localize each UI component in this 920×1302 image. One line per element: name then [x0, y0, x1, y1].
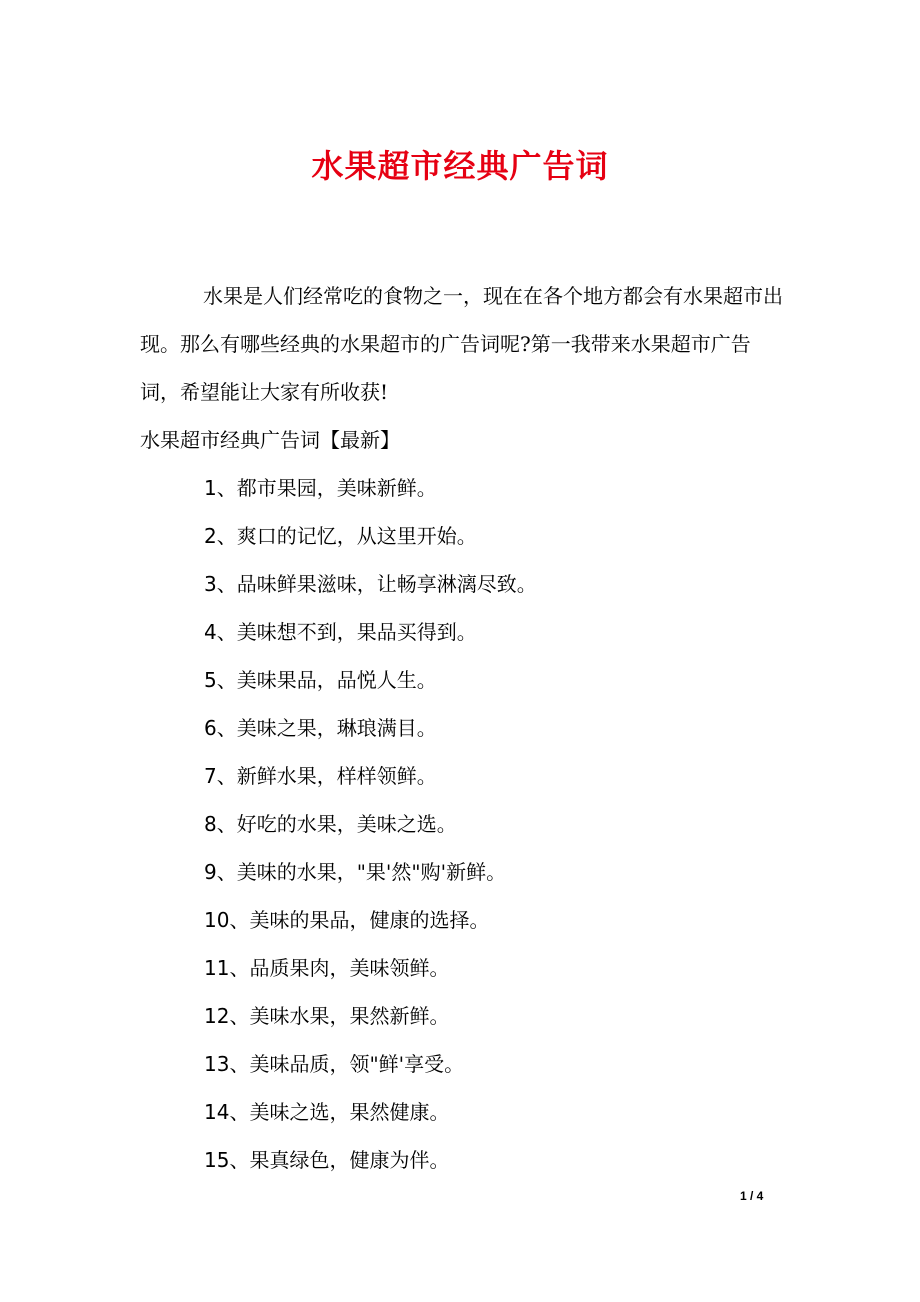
- list-item: [204, 704, 537, 752]
- intro-paragraph: 水果是人们经常吃的食物之一，现在在各个地方都会有水果超市出现。那么有哪些经典的水果超市的广告词呢?第一我带来水果超市广告词，希望能让大家有所收获!: [140, 284, 783, 404]
- list-item: [204, 896, 537, 944]
- item-number: 6: [204, 716, 217, 740]
- item-text: 、果真绿色，健康为伴。: [229, 1148, 450, 1172]
- item-number: 12: [204, 1004, 230, 1028]
- item-number: 3: [204, 572, 217, 596]
- list-item: [204, 992, 537, 1040]
- page-number: 1 / 4: [740, 1189, 764, 1203]
- list-item: [204, 656, 537, 704]
- item-text: 、美味品质，领"鲜'享受。: [229, 1052, 465, 1076]
- list-item: [204, 1040, 537, 1088]
- item-text: 、美味水果，果然新鲜。: [229, 1004, 450, 1028]
- list-item: [204, 1136, 537, 1184]
- item-number: 5: [204, 668, 217, 692]
- item-text: 、美味之果，琳琅满目。: [216, 716, 437, 740]
- item-text: 、好吃的水果，美味之选。: [216, 812, 457, 836]
- slogan-list: [204, 464, 537, 1184]
- item-number: 7: [204, 764, 217, 788]
- item-text: 、品味鲜果滋味，让畅享淋漓尽致。: [216, 572, 537, 596]
- item-number: 15: [204, 1148, 230, 1172]
- list-item: [204, 752, 537, 800]
- item-number: 8: [204, 812, 217, 836]
- item-number: 13: [204, 1052, 230, 1076]
- item-text: 、新鲜水果，样样领鲜。: [216, 764, 437, 788]
- item-text: 、美味的水果，"果'然"购'新鲜。: [216, 860, 507, 884]
- item-text: 、爽口的记忆，从这里开始。: [216, 524, 477, 548]
- list-item: [204, 560, 537, 608]
- list-item: [204, 1088, 537, 1136]
- item-text: 、美味之选，果然健康。: [229, 1100, 450, 1124]
- list-item: [204, 512, 537, 560]
- item-number: 11: [204, 956, 230, 980]
- document-title: 水果超市经典广告词: [311, 147, 609, 185]
- list-item: [204, 464, 537, 512]
- section-subtitle: 水果超市经典广告词【最新】: [140, 428, 400, 452]
- list-item: [204, 944, 537, 992]
- item-number: 4: [204, 620, 217, 644]
- list-item: [204, 848, 537, 896]
- item-text: 、美味果品，品悦人生。: [216, 668, 437, 692]
- item-text: 、都市果园，美味新鲜。: [216, 476, 437, 500]
- list-item: [204, 608, 537, 656]
- item-number: 1: [204, 476, 217, 500]
- item-text: 、美味的果品，健康的选择。: [229, 908, 490, 932]
- item-number: 9: [204, 860, 217, 884]
- item-number: 14: [204, 1100, 230, 1124]
- item-number: 10: [204, 908, 230, 932]
- item-text: 、品质果肉，美味领鲜。: [229, 956, 450, 980]
- list-item: [204, 800, 537, 848]
- item-text: 、美味想不到，果品买得到。: [216, 620, 477, 644]
- item-number: 2: [204, 524, 217, 548]
